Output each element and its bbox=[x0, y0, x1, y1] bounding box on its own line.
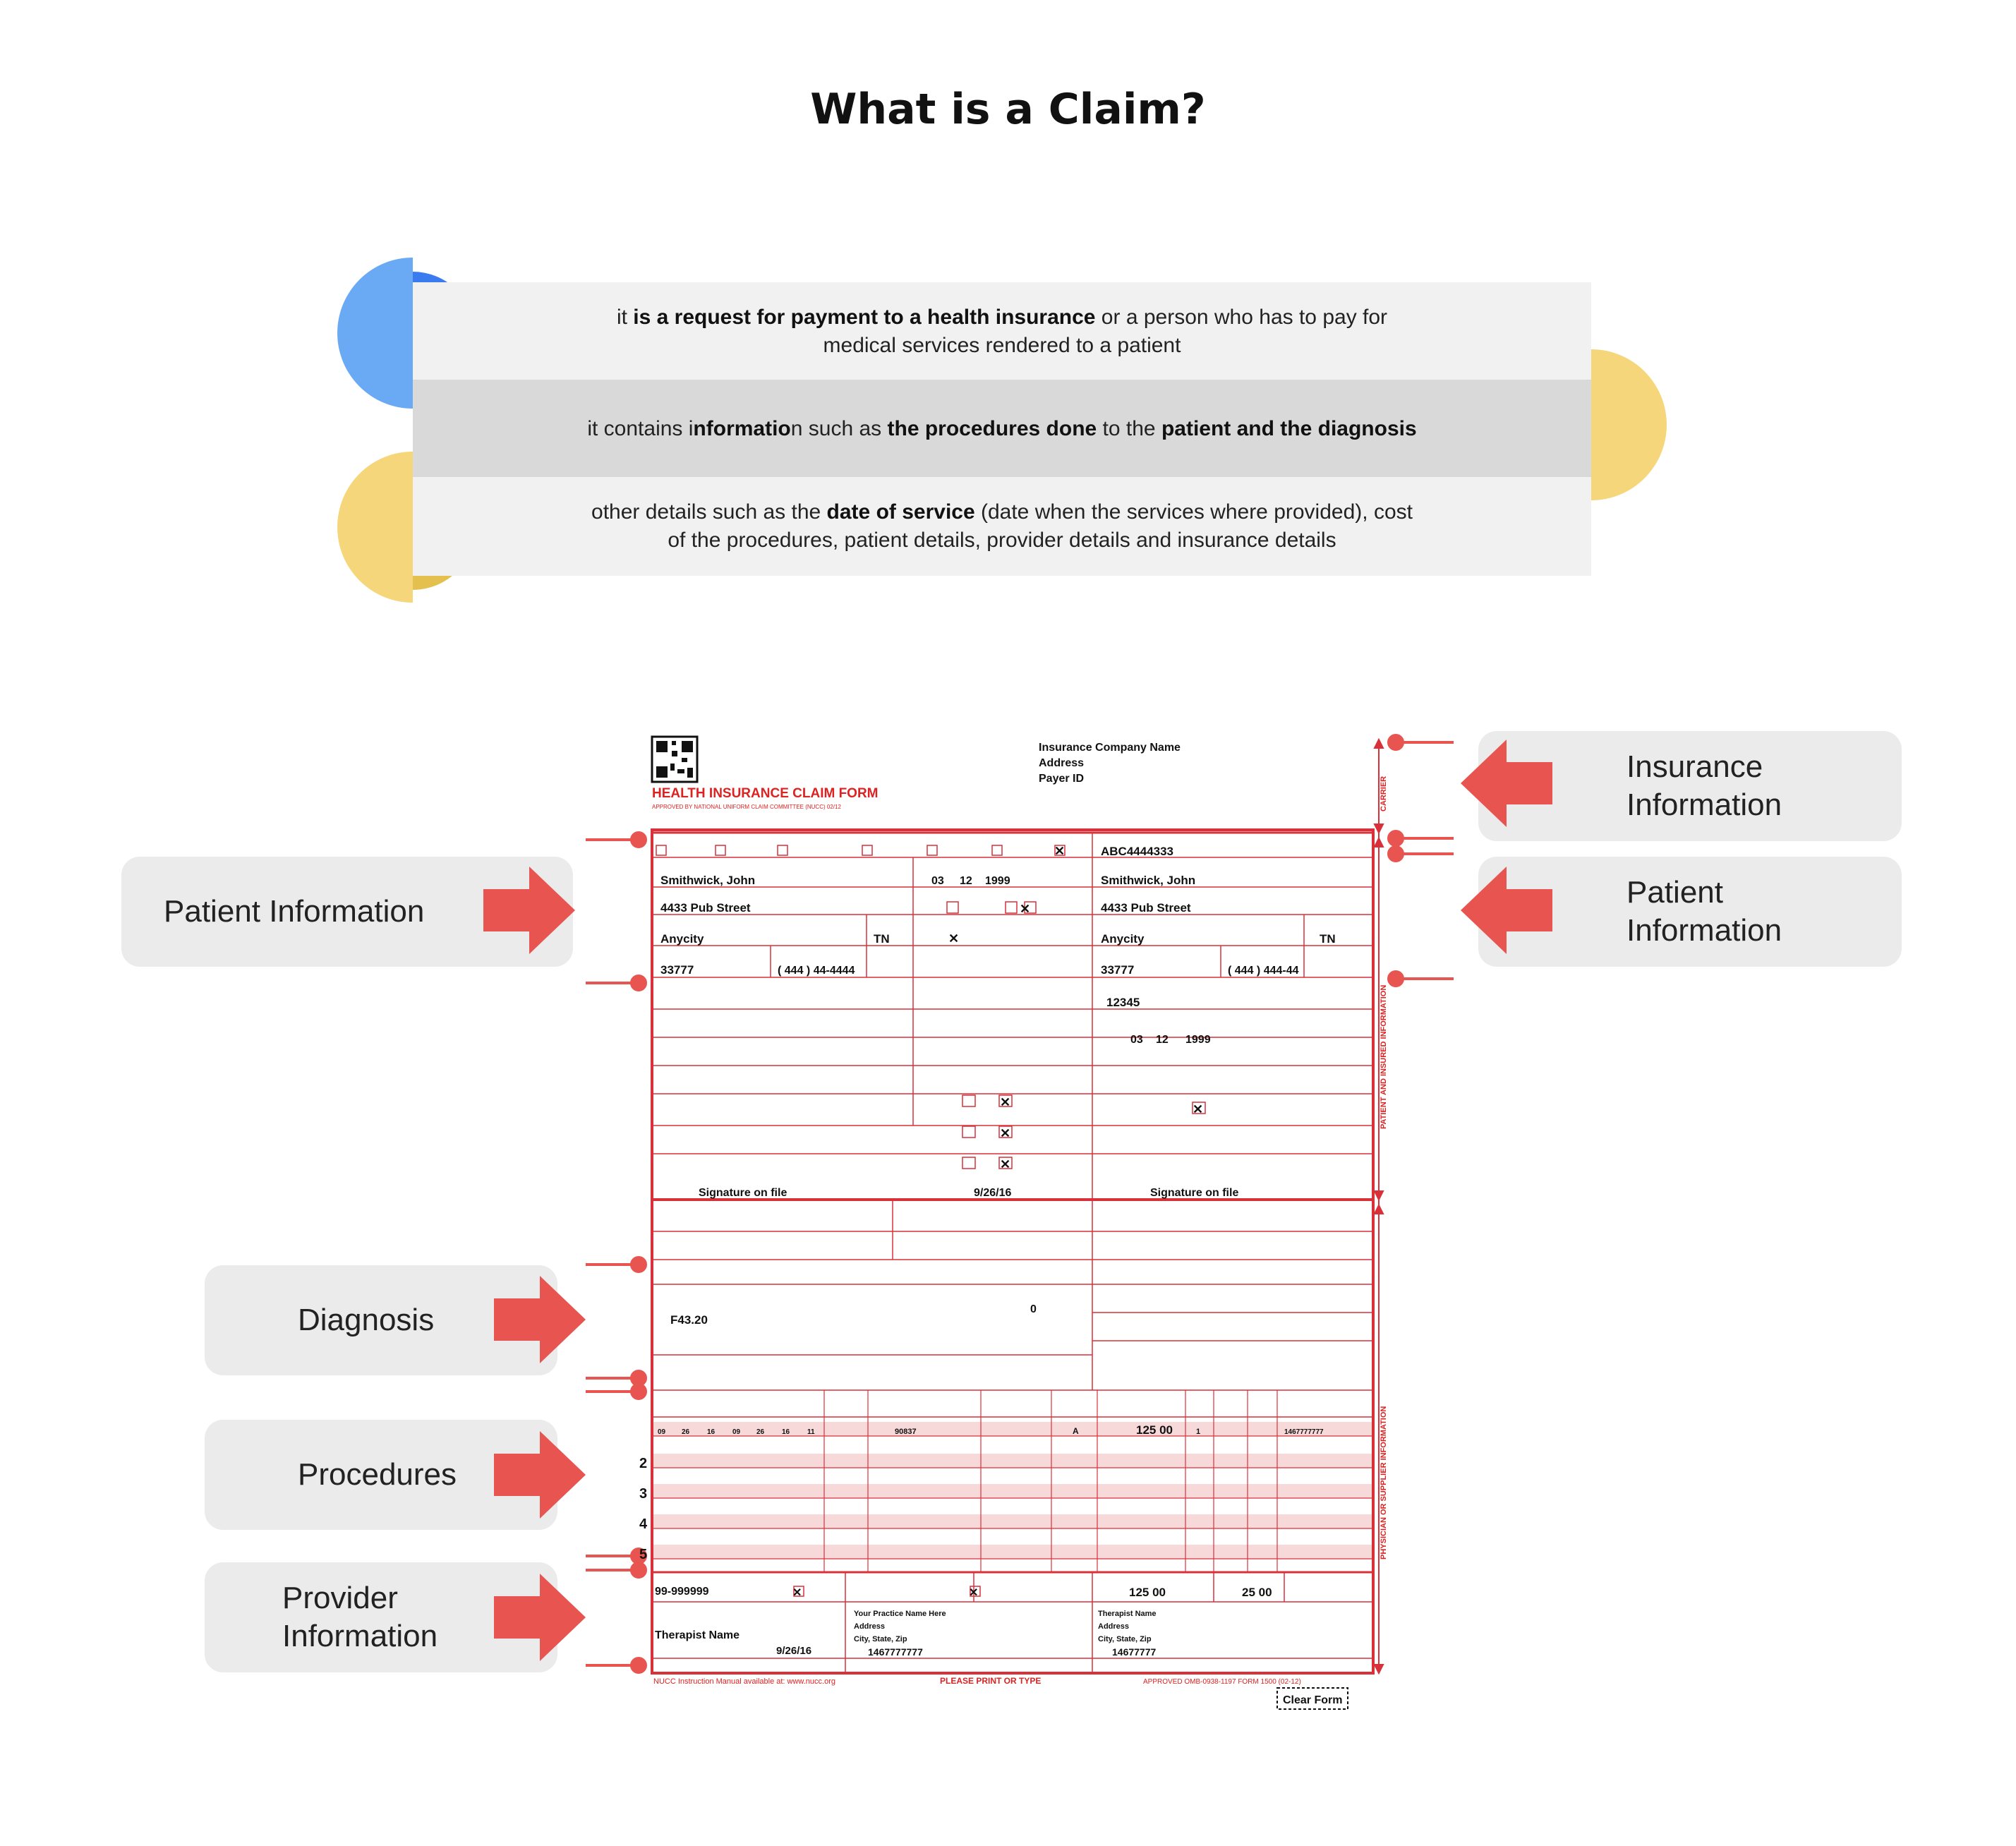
band3-text-rest: (date when the services where provided), cost bbox=[974, 500, 1413, 524]
insured-dob-yy: 1999 bbox=[1185, 1034, 1211, 1046]
patient-left-label: Patient Information bbox=[164, 894, 425, 929]
patient-phone-value: ( 444 ) 44-4444 bbox=[778, 965, 855, 977]
x-mark-icon: ✕ bbox=[969, 1587, 979, 1599]
x-mark-icon: ✕ bbox=[1054, 844, 1066, 858]
band2-text: it contains i bbox=[587, 417, 694, 440]
band3-bold: date of service bbox=[826, 500, 975, 524]
x-mark-icon: ✕ bbox=[1020, 902, 1031, 916]
band2-bold-3: patient and the diagnosis bbox=[1161, 417, 1417, 440]
arrow-patient-left-icon bbox=[483, 867, 575, 954]
patient-city-value: Anycity bbox=[660, 932, 704, 946]
x-mark-icon: ✕ bbox=[1000, 1095, 1011, 1109]
band1-text-rest: or a person who has to pay for bbox=[1095, 306, 1388, 329]
units-value: 1 bbox=[1196, 1428, 1201, 1436]
provider-date-value: 9/26/16 bbox=[776, 1645, 812, 1657]
clear-form-label: Clear Form bbox=[1283, 1694, 1343, 1706]
row-number: 3 bbox=[639, 1486, 648, 1502]
diagnosis-label: Diagnosis bbox=[298, 1303, 435, 1337]
provider-callout-line1: Provider bbox=[282, 1581, 398, 1615]
x-mark-icon: ✕ bbox=[1000, 1126, 1011, 1140]
dob-dd-value: 12 bbox=[960, 875, 972, 887]
insured-address-value: 4433 Pub Street bbox=[1101, 901, 1191, 915]
patient-sign-date: 9/26/16 bbox=[974, 1187, 1012, 1199]
form-approved-note: APPROVED BY NATIONAL UNIFORM CLAIM COMMITTEE (NUCC) 02/12 bbox=[652, 804, 841, 810]
npi-value: 1467777777 bbox=[1284, 1428, 1324, 1436]
total-charge-value: 125 00 bbox=[1129, 1586, 1166, 1599]
band2-text-3: to the bbox=[1097, 417, 1161, 440]
arrow-insurance-icon bbox=[1461, 740, 1552, 827]
procedures-label: Procedures bbox=[298, 1457, 457, 1492]
billing-address-value: Address bbox=[1098, 1622, 1130, 1631]
band2-text-2: n such as bbox=[790, 417, 888, 440]
side-label-carrier: CARRIER bbox=[1380, 776, 1388, 812]
band3-line2: of the procedures, patient details, provider details and insurance details bbox=[668, 529, 1336, 552]
insured-name-value: Smithwick, John bbox=[1101, 874, 1196, 887]
row-number: 4 bbox=[639, 1516, 648, 1532]
payer-name: Insurance Company Name bbox=[1039, 742, 1181, 754]
band1-text: it bbox=[616, 306, 634, 329]
x-mark-icon: ✕ bbox=[948, 931, 960, 946]
icd-indicator-value: 0 bbox=[1030, 1303, 1037, 1315]
insured-city-value: Anycity bbox=[1101, 932, 1145, 946]
patient-right-line2: Information bbox=[1626, 913, 1782, 948]
insured-id-value: ABC4444333 bbox=[1101, 845, 1174, 858]
insurance-callout-line2: Information bbox=[1626, 788, 1782, 822]
qr-code-icon bbox=[652, 737, 697, 782]
band2-bold-1: nformatio bbox=[693, 417, 791, 440]
svg-text:09: 09 bbox=[732, 1428, 741, 1436]
svg-text:09: 09 bbox=[658, 1428, 666, 1436]
dob-mm-value: 03 bbox=[931, 875, 944, 887]
footer-instructions: NUCC Instruction Manual available at: www.nucc.org bbox=[653, 1677, 836, 1686]
band2-bold-2: the procedures done bbox=[887, 417, 1097, 440]
arrow-diagnosis-icon bbox=[494, 1276, 586, 1363]
insurance-callout-line1: Insurance bbox=[1626, 749, 1763, 784]
insured-phone-value: ( 444 ) 444-44 bbox=[1228, 965, 1299, 977]
diagnosis-pointer-value: A bbox=[1073, 1426, 1079, 1436]
cms-1500-claim-form bbox=[639, 734, 1388, 1715]
facility-name-value: Your Practice Name Here bbox=[854, 1610, 946, 1618]
insured-dob-dd: 12 bbox=[1156, 1034, 1169, 1046]
provider-name-value: Therapist Name bbox=[655, 1629, 740, 1641]
arrow-procedures-icon bbox=[494, 1431, 586, 1519]
arrow-provider-icon bbox=[494, 1574, 586, 1661]
row-number: 5 bbox=[639, 1547, 648, 1562]
provider-callout-line2: Information bbox=[282, 1619, 438, 1653]
patient-signature-value: Signature on file bbox=[699, 1187, 787, 1199]
billing-name-value: Therapist Name bbox=[1098, 1610, 1157, 1618]
form-title: HEALTH INSURANCE CLAIM FORM bbox=[652, 786, 879, 801]
svg-text:26: 26 bbox=[756, 1428, 765, 1436]
facility-city-value: City, State, Zip bbox=[854, 1635, 907, 1643]
x-mark-icon: ✕ bbox=[1000, 1157, 1011, 1171]
band1-line2: medical services rendered to a patient bbox=[823, 334, 1181, 357]
patient-state-value: TN bbox=[874, 932, 890, 946]
svg-text:11: 11 bbox=[807, 1428, 815, 1436]
cpt-code-value: 90837 bbox=[895, 1428, 917, 1436]
insured-dob-mm: 03 bbox=[1130, 1034, 1143, 1046]
row-number: 2 bbox=[639, 1456, 648, 1471]
svg-text:16: 16 bbox=[782, 1428, 790, 1436]
footer-approved: APPROVED OMB-0938-1197 FORM 1500 (02-12) bbox=[1143, 1678, 1301, 1686]
svg-text:16: 16 bbox=[707, 1428, 716, 1436]
payer-address: Address bbox=[1039, 757, 1085, 769]
insured-state-value: TN bbox=[1320, 932, 1336, 946]
page-title: What is a Claim? bbox=[810, 85, 1206, 134]
patient-address-value: 4433 Pub Street bbox=[660, 901, 751, 915]
billing-city-value: City, State, Zip bbox=[1098, 1635, 1152, 1643]
band1-bold: is a request for payment to a health insurance bbox=[633, 306, 1096, 329]
x-mark-icon: ✕ bbox=[792, 1587, 802, 1599]
charges-value: 125 00 bbox=[1136, 1423, 1173, 1437]
x-mark-icon: ✕ bbox=[1193, 1102, 1204, 1116]
facility-npi-value: 1467777777 bbox=[868, 1646, 923, 1658]
billing-npi-value: 14677777 bbox=[1112, 1646, 1157, 1658]
amount-paid-value: 25 00 bbox=[1242, 1586, 1272, 1599]
dob-yy-value: 1999 bbox=[985, 875, 1010, 887]
band3-text: other details such as the bbox=[591, 500, 827, 524]
patient-right-line1: Patient bbox=[1626, 875, 1723, 910]
patient-name-value: Smithwick, John bbox=[660, 874, 756, 887]
payer-id: Payer ID bbox=[1039, 773, 1085, 785]
diagnosis-code-value: F43.20 bbox=[670, 1313, 708, 1327]
arrow-patient-right-icon bbox=[1461, 867, 1552, 954]
footer-print: PLEASE PRINT OR TYPE bbox=[940, 1676, 1042, 1686]
tax-id-value: 99-999999 bbox=[655, 1586, 709, 1598]
svg-text:26: 26 bbox=[682, 1428, 690, 1436]
patient-zip-value: 33777 bbox=[660, 963, 694, 977]
insured-signature-value: Signature on file bbox=[1150, 1187, 1239, 1199]
policy-group-value: 12345 bbox=[1106, 996, 1140, 1009]
side-label-physician: PHYSICIAN OR SUPPLIER INFORMATION bbox=[1380, 1406, 1388, 1560]
insured-zip-value: 33777 bbox=[1101, 963, 1135, 977]
facility-address-value: Address bbox=[854, 1622, 886, 1631]
side-label-patient: PATIENT AND INSURED INFORMATION bbox=[1380, 984, 1388, 1129]
